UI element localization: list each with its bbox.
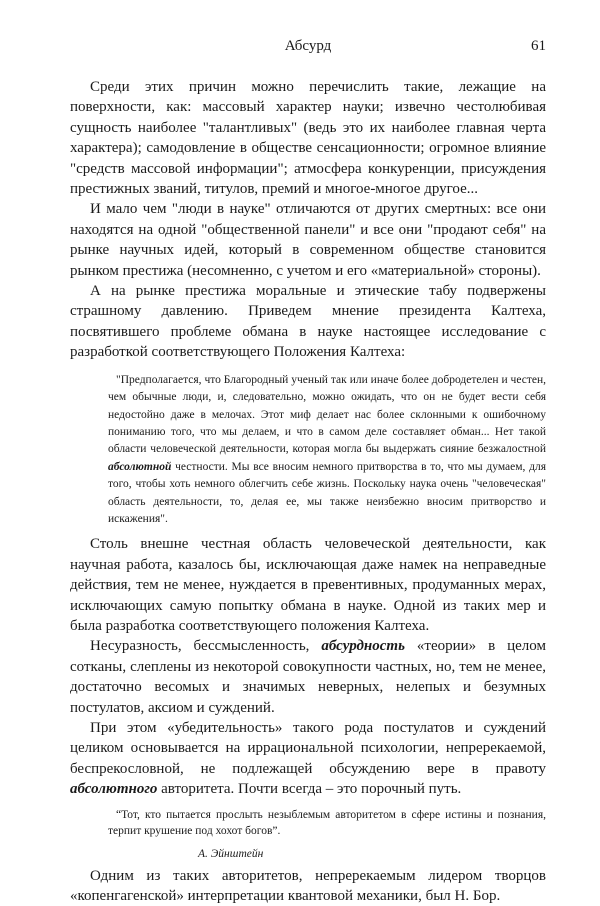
paragraph-7: Одним из таких авторитетов, непререкаемым лидером творцов «копенгагенской» интерпретации квантовой механики, был Н. Бор.: [70, 867, 546, 905]
absolute-emphasis: абсолютного: [70, 781, 158, 798]
paragraph-5: [70, 636, 546, 718]
paragraph-4: Столь внешне честная область человеческой деятельности, как научная работа, казалось бы, исключающая даже намек на неправедные действия, тем не менее, нуждается в превентивных, продуманных мерах, исключающих самую попытку обмана в науке. Одной из таких мер и была разработка соответствующего положения Калтеха.: [70, 536, 546, 634]
body-text: [70, 77, 546, 906]
page-header: [70, 38, 546, 60]
quote-emphasis: абсолютной: [108, 460, 172, 473]
page-number: 61: [531, 38, 546, 54]
caltech-quote: [108, 372, 546, 529]
quote-text-end: честности. Мы все вносим немного притворства в то, что мы думаем, для того, чтобы хоть немного облегчить себе жизнь. Поскольку наука очень "человеческая" область деятельности, то, делая ее, мы также неизбежно вносим притворство и искажения".: [108, 460, 546, 525]
paragraph-6: [70, 718, 546, 800]
paragraph-6-start: При этом «убедительность» такого рода постулатов и суждений целиком основывается на иррациональной психологии, непререкаемой, беспрекословной, не подлежащей обсуждению вере в правоту: [70, 720, 546, 777]
absurdity-emphasis: абсурдность: [321, 638, 405, 655]
paragraph-3: А на рынке престижа моральные и этические табу подвержены страшному давлению. Приведем мнение президента Калтеха, посвятившего проблеме обмана в науке настоящее исследование с разработкой соответствующего Положения Калтеха:: [70, 283, 546, 361]
running-title: Абсурд: [284, 38, 332, 54]
paragraph-1: Среди этих причин можно перечислить такие, лежащие на поверхности, как: массовый характер науки; извечно честолюбивая сущность наиболее "талантливых" (ведь это их наиболее главная черта характера); самодовление в обществе сенсационности; огромное влияние "средств массовой информации"; атмосфера конкуренции, присуждения престижных званий, титулов, премий и многое-многое другое...: [70, 79, 546, 198]
paragraph-5-start: Несуразность, бессмысленность,: [90, 638, 322, 655]
paragraph-5-end: «теории» в целом сотканы, слеплены из некоторой совокупности частных, но, тем не менее, достаточно весомых и значимых неверных, нелепых и безумных постулатов, аксиом и суждений.: [70, 638, 547, 716]
quote-author: А. Эйнштейн: [198, 847, 264, 860]
paragraph-2: И мало чем "люди в науке" отличаются от других смертных: все они находятся на одной "общественной панели" и все они "продают себя" на рынке научных идей, который в современном обществе становится рынком престижа (несомненно, с учетом и его «материальной» стороны).: [70, 201, 546, 279]
paragraph-6-end: авторитета. Почти всегда – это порочный путь.: [157, 781, 462, 798]
einstein-quote: “Тот, кто пытается прослыть незыблемым авторитетом в сфере истины и познания, терпит крушение под хохот богов”.: [108, 808, 546, 838]
quote-text-start: "Предполагается, что Благородный ученый так или иначе более добродетелен и честен, чем обычные люди, и, следовательно, можно ожидать, что он не будет вести себя недостойно даже в мелочах. Этот миф делает нас более склонными к ошибочному пониманию того, что мы делаем, и что в самом деле составляет обман... Нет такой области человеческой деятельности, которая могла бы выдержать сияние безжалостной: [108, 373, 546, 456]
